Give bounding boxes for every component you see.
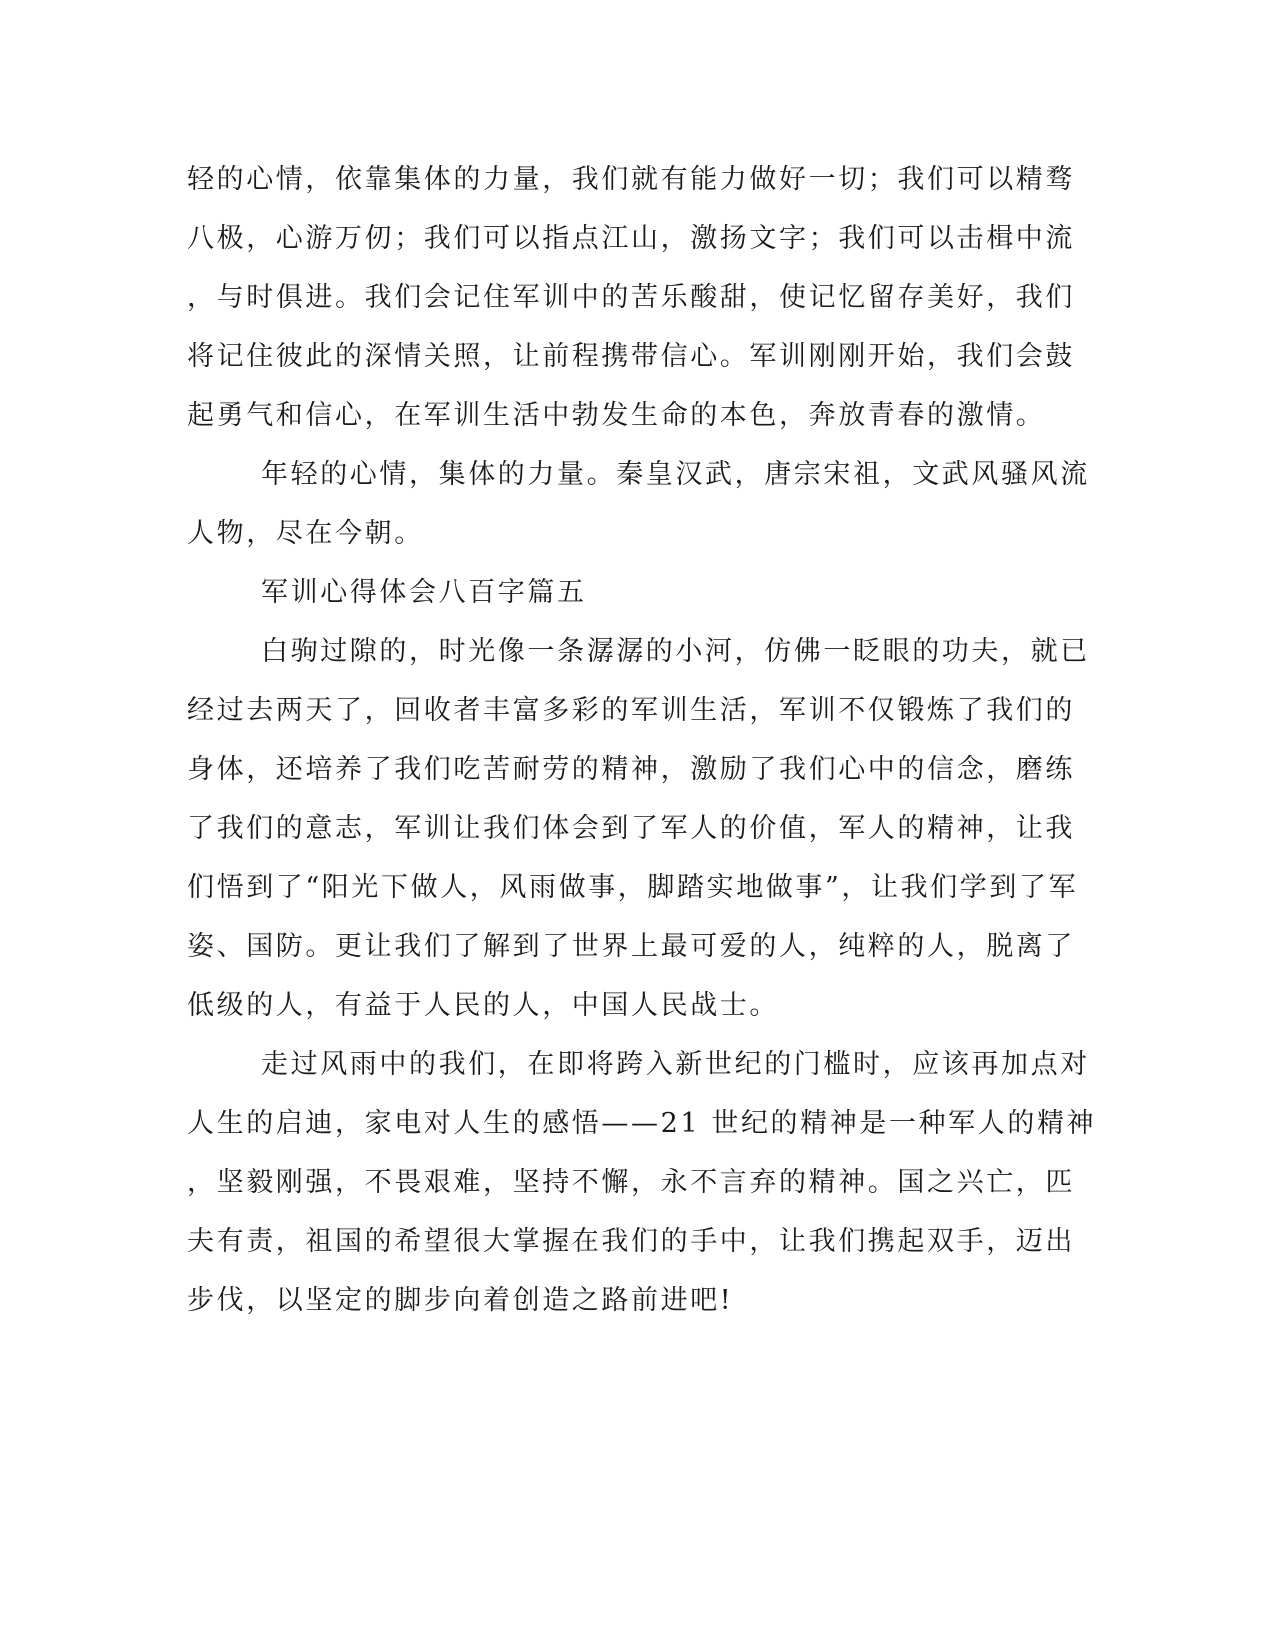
text-line: 八极，心游万仞；我们可以指点江山，激扬文字；我们可以击楫中流 — [187, 223, 1075, 254]
text-line: 人生的启迪，家电对人生的感悟——21 世纪的精神是一种军人的精神 — [187, 1108, 1097, 1139]
text-line: 们悟到了“阳光下做人，风雨做事，脚踏实地做事”，让我们学到了军 — [187, 872, 1079, 903]
text-line: 走过风雨中的我们，在即将跨入新世纪的门槛时，应该再加点对 — [261, 1049, 1090, 1080]
text-line: 年轻的心情，集体的力量。秦皇汉武，唐宗宋祖，文武风骚风流 — [261, 459, 1090, 490]
text-line: 夫有责，祖国的希望很大掌握在我们的手中，让我们携起双手，迈出 — [187, 1226, 1075, 1257]
text-line: ，坚毅刚强，不畏艰难，坚持不懈，永不言弃的精神。国之兴亡，匹 — [187, 1167, 1075, 1198]
text-line: 人物，尽在今朝。 — [187, 518, 424, 549]
text-line: 将记住彼此的深情关照，让前程携带信心。军训刚刚开始，我们会鼓 — [187, 341, 1075, 372]
text-line: 步伐，以坚定的脚步向着创造之路前进吧! — [187, 1285, 734, 1316]
text-line: 姿、国防。更让我们了解到了世界上最可爱的人，纯粹的人，脱离了 — [187, 931, 1075, 962]
section-heading: 军训心得体会八百字篇五 — [261, 577, 587, 608]
text-line: 轻的心情，依靠集体的力量，我们就有能力做好一切；我们可以精骛 — [187, 164, 1075, 195]
text-line: 了我们的意志，军训让我们体会到了军人的价值，军人的精神，让我 — [187, 813, 1075, 844]
text-line: 身体，还培养了我们吃苦耐劳的精神，激励了我们心中的信念，磨练 — [187, 754, 1075, 785]
text-line: 低级的人，有益于人民的人，中国人民战士。 — [187, 990, 779, 1021]
text-line: 白驹过隙的，时光像一条潺潺的小河，仿佛一眨眼的功夫，就已 — [261, 636, 1090, 667]
text-line: 经过去两天了，回收者丰富多彩的军训生活，军训不仅锻炼了我们的 — [187, 695, 1075, 726]
text-line: 起勇气和信心，在军训生活中勃发生命的本色，奔放青春的激情。 — [187, 400, 1046, 431]
text-line: ，与时俱进。我们会记住军训中的苦乐酸甜，使记忆留存美好，我们 — [187, 282, 1075, 313]
